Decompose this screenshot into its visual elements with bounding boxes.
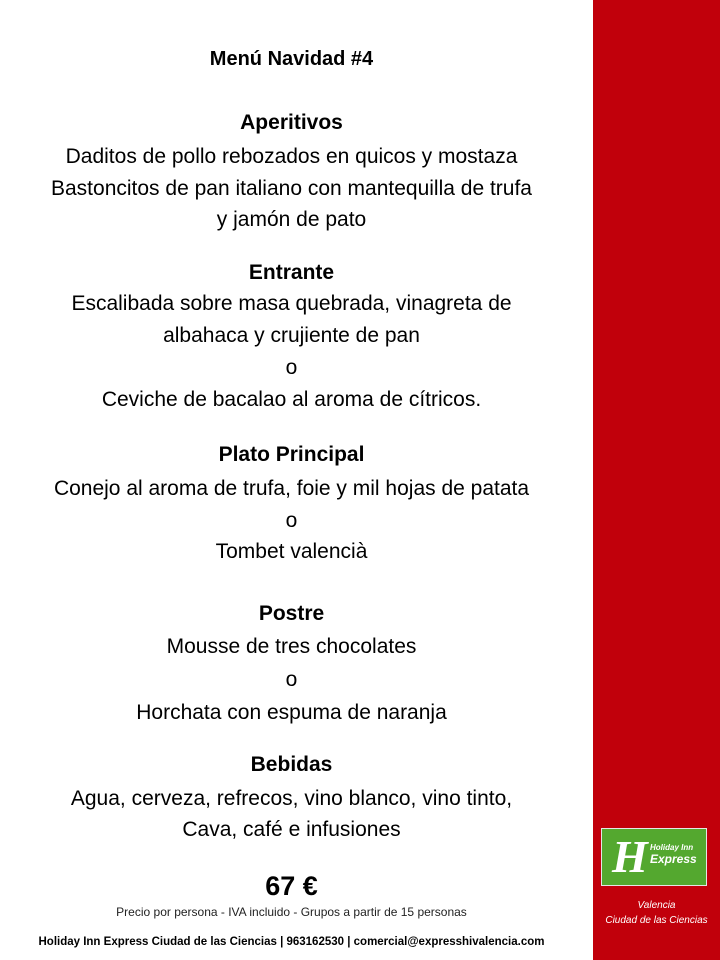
- entrante-item: Escalibada sobre masa quebrada, vinagreta de: [71, 292, 512, 315]
- logo-h-icon: H: [612, 831, 648, 882]
- postre-heading: Postre: [258, 602, 325, 625]
- postre-item: Horchata con espuma de naranja: [136, 701, 447, 724]
- logo-brand: [650, 843, 704, 866]
- principal-heading: Plato Principal: [218, 443, 365, 466]
- sidebar-location: Ciudad de las Ciencias: [605, 915, 708, 926]
- aperitivos-item: Daditos de pollo rebozados en quicos y mostaza: [65, 145, 518, 168]
- bebidas-heading: Bebidas: [250, 753, 333, 776]
- postre-item: Mousse de tres chocolates: [166, 635, 417, 658]
- aperitivos-item: Bastoncitos de pan italiano con mantequilla de trufa: [51, 177, 532, 200]
- holiday-inn-express-logo: [601, 828, 707, 886]
- price: 67 €: [265, 871, 318, 901]
- price-note: Precio por persona - IVA incluido - Grupos a partir de 15 personas: [116, 905, 467, 919]
- aperitivos-item: y jamón de pato: [216, 208, 367, 231]
- entrante-heading: Entrante: [248, 261, 335, 284]
- entrante-or: o: [285, 356, 298, 379]
- bebidas-item: Agua, cerveza, refrecos, vino blanco, vino tinto,: [70, 787, 513, 810]
- entrante-item: albahaca y crujiente de pan: [163, 324, 420, 347]
- logo-brand-bottom: Express: [650, 852, 697, 866]
- bebidas-item: Cava, café e infusiones: [182, 818, 401, 841]
- sidebar: [593, 0, 720, 960]
- principal-item: Tombet valencià: [215, 540, 368, 563]
- sidebar-city: Valencia: [637, 900, 676, 911]
- postre-or: o: [285, 668, 298, 691]
- principal-or: o: [285, 509, 298, 532]
- menu-title: Menú Navidad #4: [209, 48, 374, 70]
- aperitivos-heading: Aperitivos: [240, 111, 343, 134]
- entrante-item: Ceviche de bacalao al aroma de cítricos.: [101, 388, 482, 411]
- principal-item: Conejo al aroma de trufa, foie y mil hojas de patata: [53, 477, 530, 500]
- logo-brand-top: Holiday Inn: [650, 843, 694, 852]
- contact-footer: Holiday Inn Express Ciudad de las Ciencias | 963162530 | comercial@expresshivalencia.com: [38, 936, 545, 948]
